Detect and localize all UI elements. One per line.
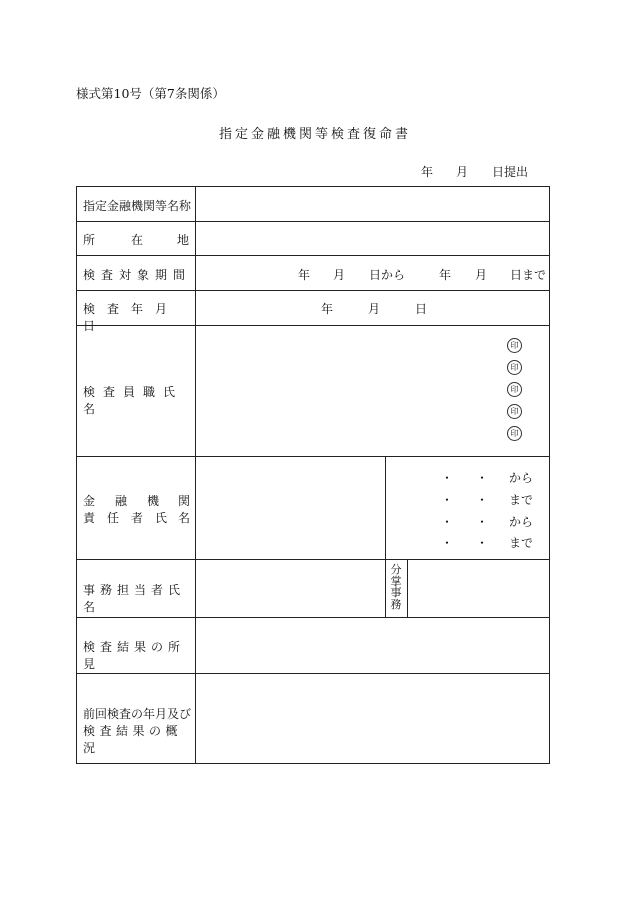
seal-stamp-icon: 印	[507, 426, 522, 441]
row-divider	[77, 290, 549, 291]
row-divider	[77, 617, 549, 618]
responsible-label-char: 責	[83, 511, 96, 525]
period-separator: ・	[476, 536, 489, 550]
period-separator: ・	[476, 515, 489, 529]
submit-month: 月	[456, 165, 469, 179]
period-separator: ・	[441, 515, 454, 529]
period-suffix: から	[509, 471, 534, 485]
division-of-duties-label	[389, 564, 403, 610]
inspection-date-year: 年	[321, 302, 334, 316]
previous-inspection-label-line1: 前回検査の年月及び	[83, 707, 192, 721]
row-divider	[77, 221, 549, 222]
submit-day: 日提出	[492, 165, 529, 179]
period-suffix: まで	[509, 536, 534, 550]
responsible-label-char: 融	[115, 494, 128, 508]
responsible-label-char: 機	[147, 494, 160, 508]
period-separator: ・	[476, 493, 489, 507]
previous-inspection-label-line2: 検査結果の概況	[83, 724, 183, 755]
location-label-char: 地	[177, 233, 190, 247]
inner-divider	[407, 559, 408, 617]
responsible-label-char: 者	[131, 511, 144, 525]
institution-name-field[interactable]	[197, 189, 547, 219]
period-separator: ・	[441, 536, 454, 550]
seal-stamp-icon: 印	[507, 404, 522, 419]
period-from-year: 年	[298, 268, 311, 282]
location-label-char: 在	[131, 233, 144, 247]
institution-name-label: 指定金融機関等名称	[83, 199, 192, 213]
responsible-label-char: 金	[83, 494, 96, 508]
responsible-label-char: 氏	[155, 511, 168, 525]
period-to-year: 年	[439, 268, 452, 282]
row-divider	[77, 255, 549, 256]
inspection-date-day: 日	[415, 302, 428, 316]
inspectors-label: 検査員職氏名	[83, 385, 184, 416]
responsible-label-char: 名	[178, 511, 191, 525]
seal-stamp-icon: 印	[507, 360, 522, 375]
period-suffix: まで	[509, 493, 534, 507]
period-separator: ・	[441, 493, 454, 507]
seal-stamp-icon: 印	[507, 338, 522, 353]
period-separator: ・	[441, 471, 454, 485]
responsible-label-char: 関	[178, 494, 191, 508]
period-separator: ・	[476, 471, 489, 485]
period-from-month: 月	[333, 268, 346, 282]
responsible-label-char: 任	[107, 511, 120, 525]
row-divider	[77, 456, 549, 457]
inner-divider	[385, 456, 386, 617]
findings-label: 検査結果の所見	[83, 640, 186, 671]
submit-year: 年	[421, 165, 434, 179]
location-field[interactable]	[197, 223, 547, 253]
period-to-day: 日まで	[510, 268, 547, 282]
location-label-char: 所	[83, 233, 96, 247]
division-char: 事	[390, 586, 402, 599]
seal-stamp-icon: 印	[507, 382, 522, 397]
division-char: 掌	[390, 574, 402, 588]
division-char: 務	[390, 597, 402, 611]
form-number: 様式第10号（第7条関係）	[76, 86, 225, 101]
period-from-day: 日から	[369, 268, 406, 282]
document-title: 指定金融機関等検査復命書	[218, 127, 411, 142]
inspection-date-month: 月	[368, 302, 381, 316]
inspection-date-label: 検査年月日	[83, 302, 180, 333]
period-to-month: 月	[475, 268, 488, 282]
clerk-label: 事務担当者氏名	[83, 583, 186, 614]
row-divider	[77, 559, 549, 560]
inspection-period-label: 検査対象期間	[83, 268, 192, 282]
division-char: 分	[390, 563, 402, 576]
period-suffix: から	[509, 515, 534, 529]
row-divider	[77, 673, 549, 674]
inspection-report-table	[76, 186, 550, 764]
